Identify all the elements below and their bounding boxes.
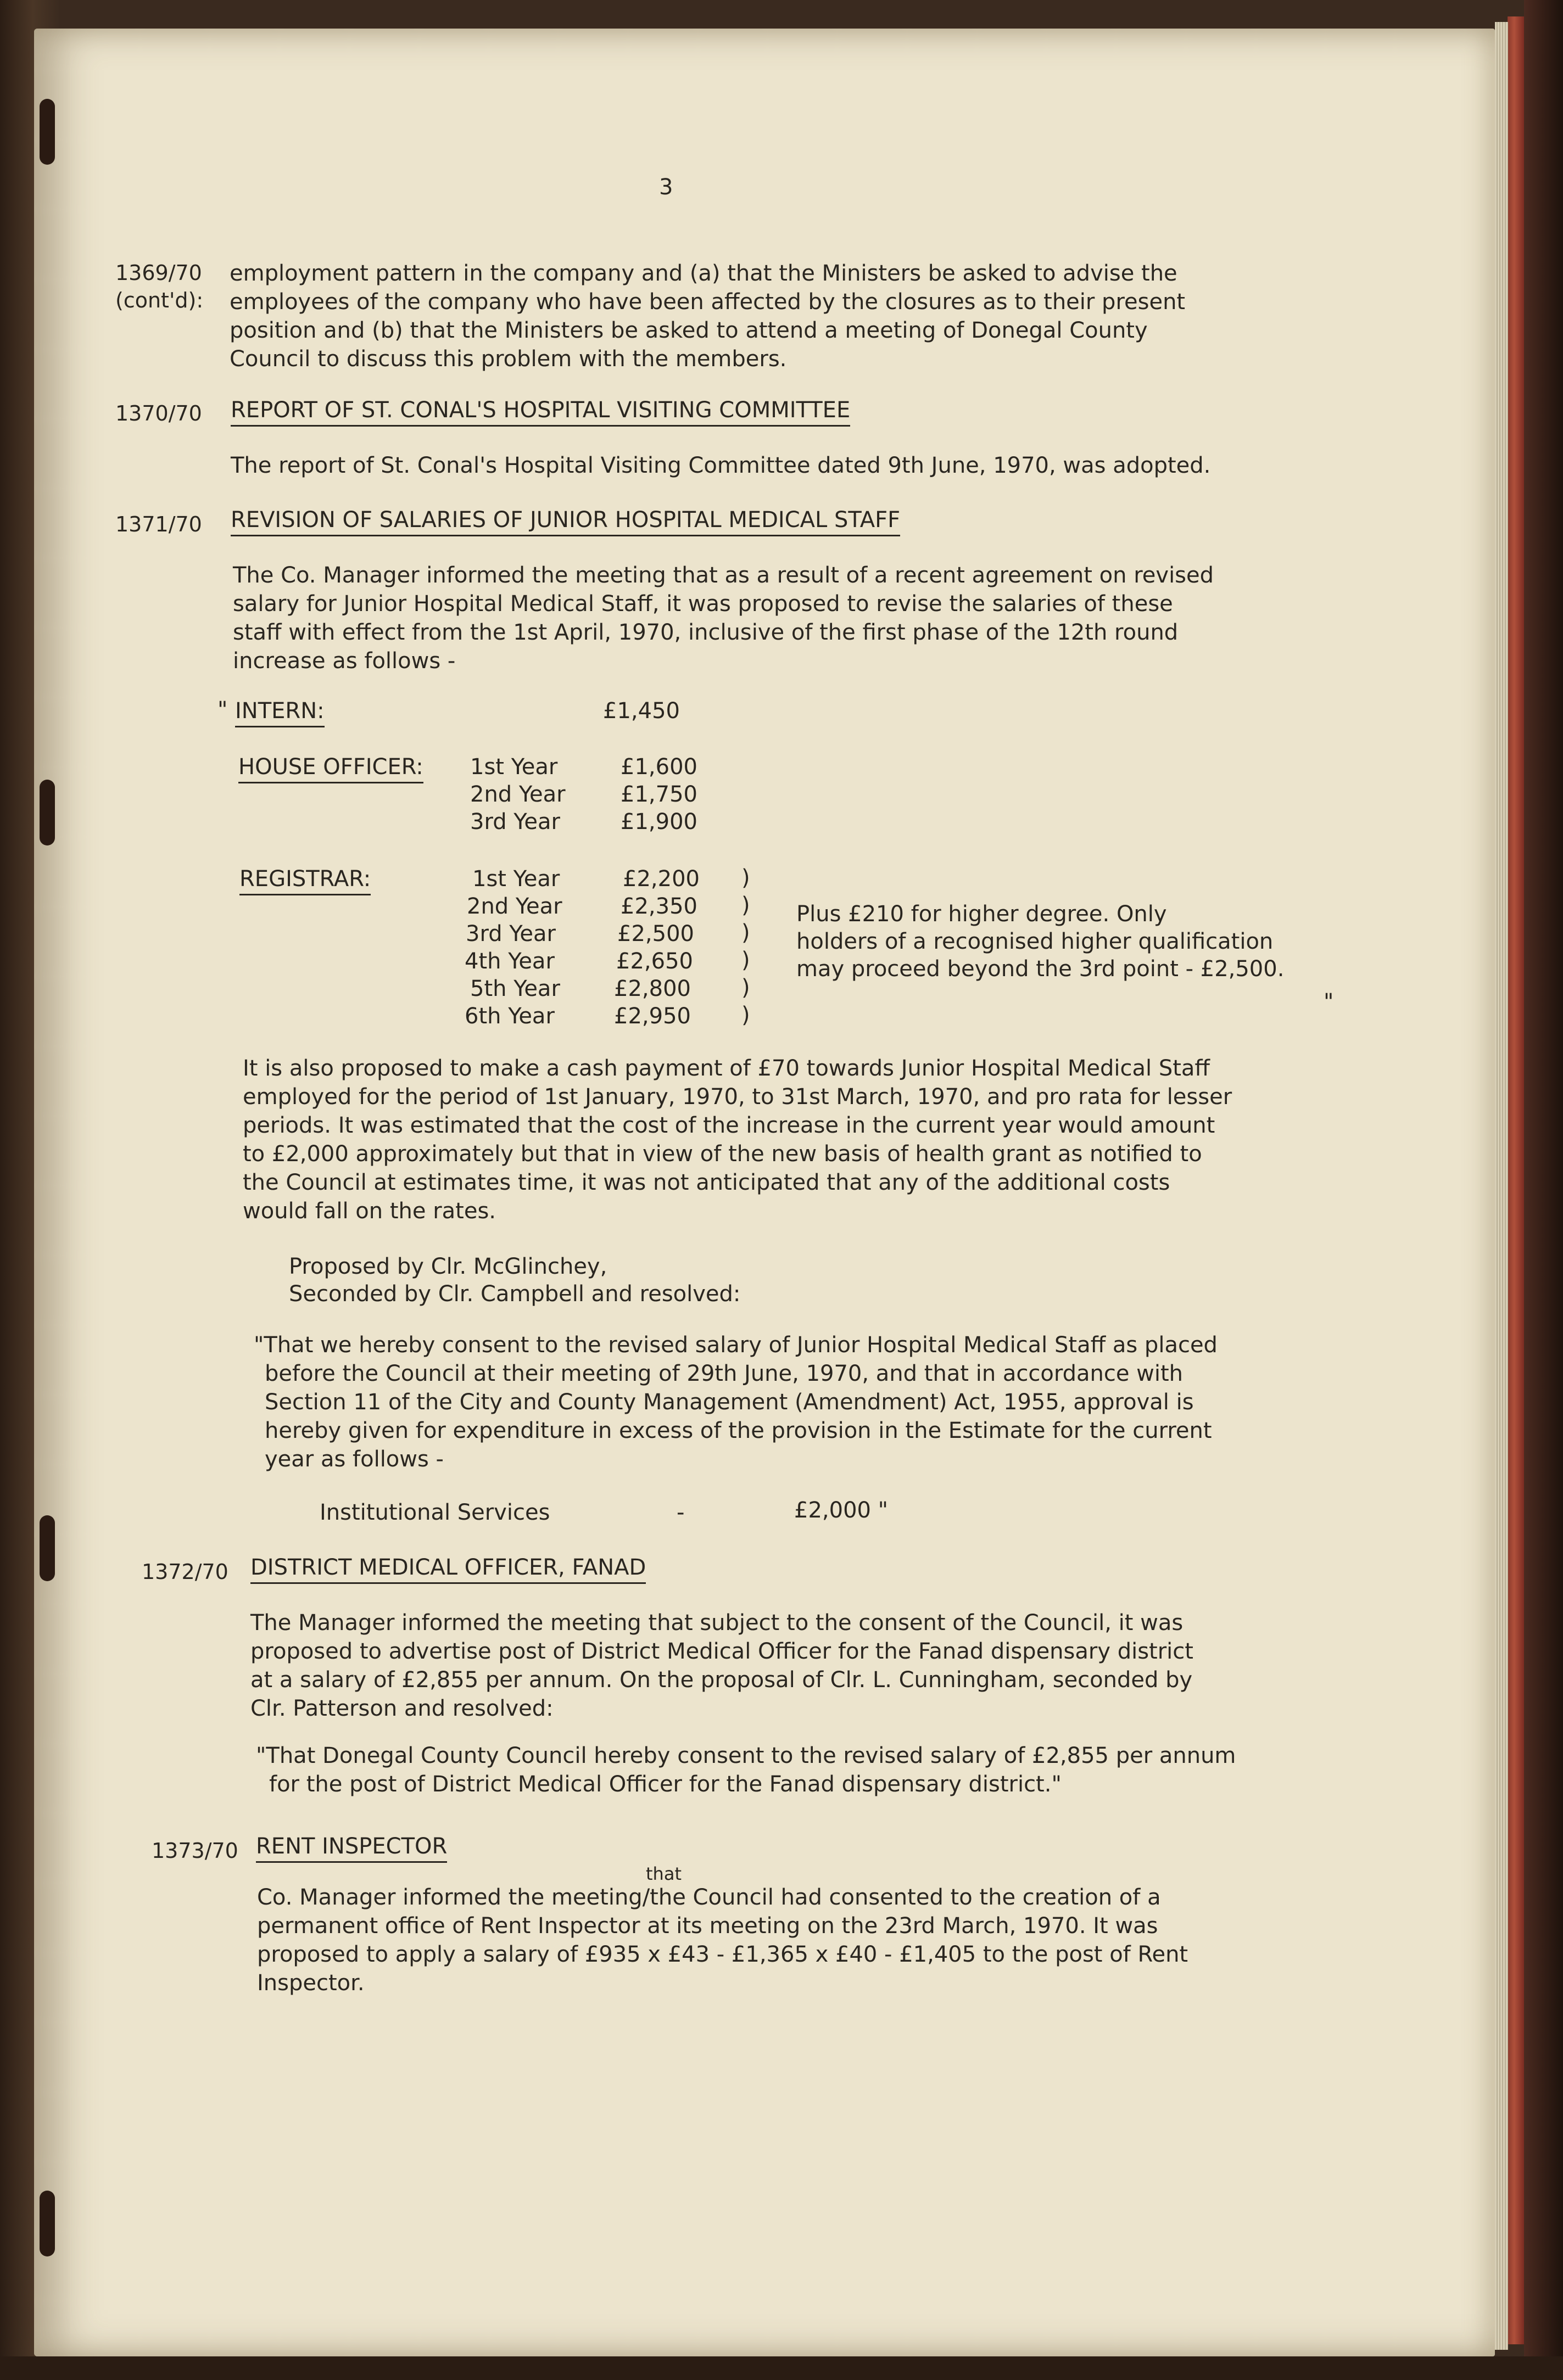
text-line: "That Donegal County Council hereby consent to the revised salary of £2,855 per annum bbox=[256, 1743, 1236, 1768]
house-officer-label: HOUSE OFFICER: bbox=[238, 754, 423, 783]
house-officer-year: 3rd Year bbox=[470, 809, 560, 835]
minute-ref: 1370/70 bbox=[115, 401, 202, 425]
text-line: proposed to apply a salary of £935 x £43 - £1,365 x £40 - £1,405 to the post of Rent bbox=[257, 1942, 1188, 1967]
text-line: position and (b) that the Ministers be asked to attend a meeting of Donegal County bbox=[230, 318, 1148, 343]
minute-ref: 1373/70 bbox=[152, 1839, 238, 1863]
text-line: Inspector. bbox=[257, 1970, 365, 1996]
house-officer-amount: £1,750 bbox=[621, 782, 697, 807]
registrar-amount: £2,800 bbox=[614, 976, 691, 1001]
text-line: before the Council at their meeting of 29th June, 1970, and that in accordance with bbox=[265, 1361, 1184, 1386]
minute-1372-body bbox=[250, 1609, 1193, 1723]
registrar-year: 5th Year bbox=[470, 976, 560, 1001]
text-line: proposed to advertise post of District Medical Officer for the Fanad dispensary district bbox=[250, 1639, 1193, 1664]
text-line: Clr. Patterson and resolved: bbox=[250, 1696, 554, 1721]
text-line: hereby given for expenditure in excess of the provision in the Estimate for the current bbox=[265, 1418, 1212, 1443]
handwritten-insert: that bbox=[646, 1863, 682, 1884]
text-line: "That we hereby consent to the revised salary of Junior Hospital Medical Staff as placed bbox=[254, 1332, 1218, 1358]
institutional-label: Institutional Services bbox=[320, 1500, 550, 1525]
text-line: Seconded by Clr. Campbell and resolved: bbox=[289, 1281, 741, 1307]
registrar-bracket: ) ) ) ) ) ) bbox=[741, 865, 750, 1028]
minute-1370-body bbox=[231, 451, 1210, 480]
intern-label: INTERN: bbox=[235, 698, 325, 727]
text-line: periods. It was estimated that the cost of the increase in the current year would amount bbox=[243, 1113, 1215, 1138]
page-number: 3 bbox=[659, 175, 673, 200]
text-line: The Co. Manager informed the meeting that as a result of a recent agreement on revised bbox=[233, 563, 1214, 588]
text-line: holders of a recognised higher qualification bbox=[796, 929, 1274, 954]
registrar-amount: £2,650 bbox=[616, 949, 693, 974]
text-line: may proceed beyond the 3rd point - £2,500. bbox=[796, 956, 1285, 982]
institutional-dash: - bbox=[677, 1500, 685, 1525]
minute-1372-resolution bbox=[256, 1741, 1236, 1799]
text-line: permanent office of Rent Inspector at its meeting on the 23rd March, 1970. It was bbox=[257, 1913, 1158, 1939]
text-line: Section 11 of the City and County Management (Amendment) Act, 1955, approval is bbox=[265, 1390, 1194, 1415]
text-line: It is also proposed to make a cash payment of £70 towards Junior Hospital Medical Staff bbox=[243, 1056, 1210, 1081]
text-line: would fall on the rates. bbox=[243, 1199, 496, 1224]
registrar-amount: £2,950 bbox=[614, 1004, 691, 1029]
close-quote: " bbox=[1324, 989, 1334, 1015]
text-line: Proposed by Clr. McGlinchey, bbox=[289, 1254, 607, 1279]
minute-heading: REPORT OF ST. CONAL'S HOSPITAL VISITING COMMITTEE bbox=[231, 397, 850, 427]
minute-heading: DISTRICT MEDICAL OFFICER, FANAD bbox=[250, 1555, 646, 1584]
text-line: staff with effect from the 1st April, 1970, inclusive of the first phase of the 12th round bbox=[233, 620, 1179, 645]
registrar-year: 1st Year bbox=[472, 866, 560, 892]
text-line: the Council at estimates time, it was not anticipated that any of the additional costs bbox=[243, 1170, 1170, 1195]
text-line: year as follows - bbox=[265, 1447, 444, 1472]
text-line: Co. Manager informed the meeting/the Council had consented to the creation of a bbox=[257, 1885, 1161, 1910]
house-officer-year: 1st Year bbox=[470, 754, 558, 780]
registrar-amount: £2,200 bbox=[623, 866, 700, 892]
text-line: employees of the company who have been affected by the closures as to their present bbox=[230, 289, 1186, 315]
minute-ref: 1372/70 bbox=[142, 1560, 228, 1584]
registrar-year: 3rd Year bbox=[466, 921, 556, 947]
text-line: The report of St. Conal's Hospital Visiting Committee dated 9th June, 1970, was adopted. bbox=[231, 453, 1211, 478]
proposed-seconded bbox=[289, 1253, 740, 1308]
resolution-paragraph bbox=[254, 1331, 1218, 1474]
open-quote: " bbox=[217, 697, 228, 723]
text-line: increase as follows - bbox=[233, 648, 456, 674]
cash-payment-paragraph bbox=[243, 1054, 1232, 1225]
registrar-label: REGISTRAR: bbox=[239, 866, 371, 895]
minute-1373-body bbox=[257, 1883, 1188, 1997]
text-line: for the post of District Medical Officer for the Fanad dispensary district." bbox=[269, 1772, 1062, 1797]
minute-ref: 1369/70 bbox=[115, 261, 202, 285]
registrar-amount: £2,350 bbox=[621, 894, 697, 919]
house-officer-amount: £1,600 bbox=[621, 754, 697, 780]
intern-amount: £1,450 bbox=[603, 698, 680, 724]
text-line: The Manager informed the meeting that subject to the consent of the Council, it was bbox=[250, 1610, 1184, 1636]
minute-1371-body bbox=[233, 561, 1214, 675]
minute-heading: RENT INSPECTOR bbox=[256, 1834, 447, 1863]
minute-1369-body bbox=[230, 259, 1185, 373]
minute-heading: REVISION OF SALARIES OF JUNIOR HOSPITAL MEDICAL STAFF bbox=[231, 507, 900, 536]
registrar-year: 2nd Year bbox=[467, 894, 562, 919]
text-line: to £2,000 approximately but that in view of the new basis of health grant as notified to bbox=[243, 1141, 1202, 1167]
registrar-year: 6th Year bbox=[465, 1004, 555, 1029]
text-line: at a salary of £2,855 per annum. On the proposal of Clr. L. Cunningham, seconded by bbox=[250, 1667, 1193, 1693]
minute-ref-cont: (cont'd): bbox=[115, 288, 204, 312]
registrar-amount: £2,500 bbox=[617, 921, 694, 947]
minute-ref: 1371/70 bbox=[115, 512, 202, 536]
institutional-amount: £2,000 " bbox=[794, 1498, 889, 1523]
text-line: Plus £210 for higher degree. Only bbox=[796, 901, 1167, 927]
registrar-year: 4th Year bbox=[465, 949, 555, 974]
house-officer-year: 2nd Year bbox=[470, 782, 566, 807]
text-line: employment pattern in the company and (a) that the Ministers be asked to advise the bbox=[230, 261, 1177, 286]
house-officer-amount: £1,900 bbox=[621, 809, 697, 835]
text-line: Council to discuss this problem with the members. bbox=[230, 346, 787, 372]
registrar-note bbox=[796, 900, 1284, 983]
text-line: employed for the period of 1st January, 1970, to 31st March, 1970, and pro rata for lesser bbox=[243, 1084, 1232, 1110]
text-line: salary for Junior Hospital Medical Staff, it was proposed to revise the salaries of these bbox=[233, 591, 1173, 617]
